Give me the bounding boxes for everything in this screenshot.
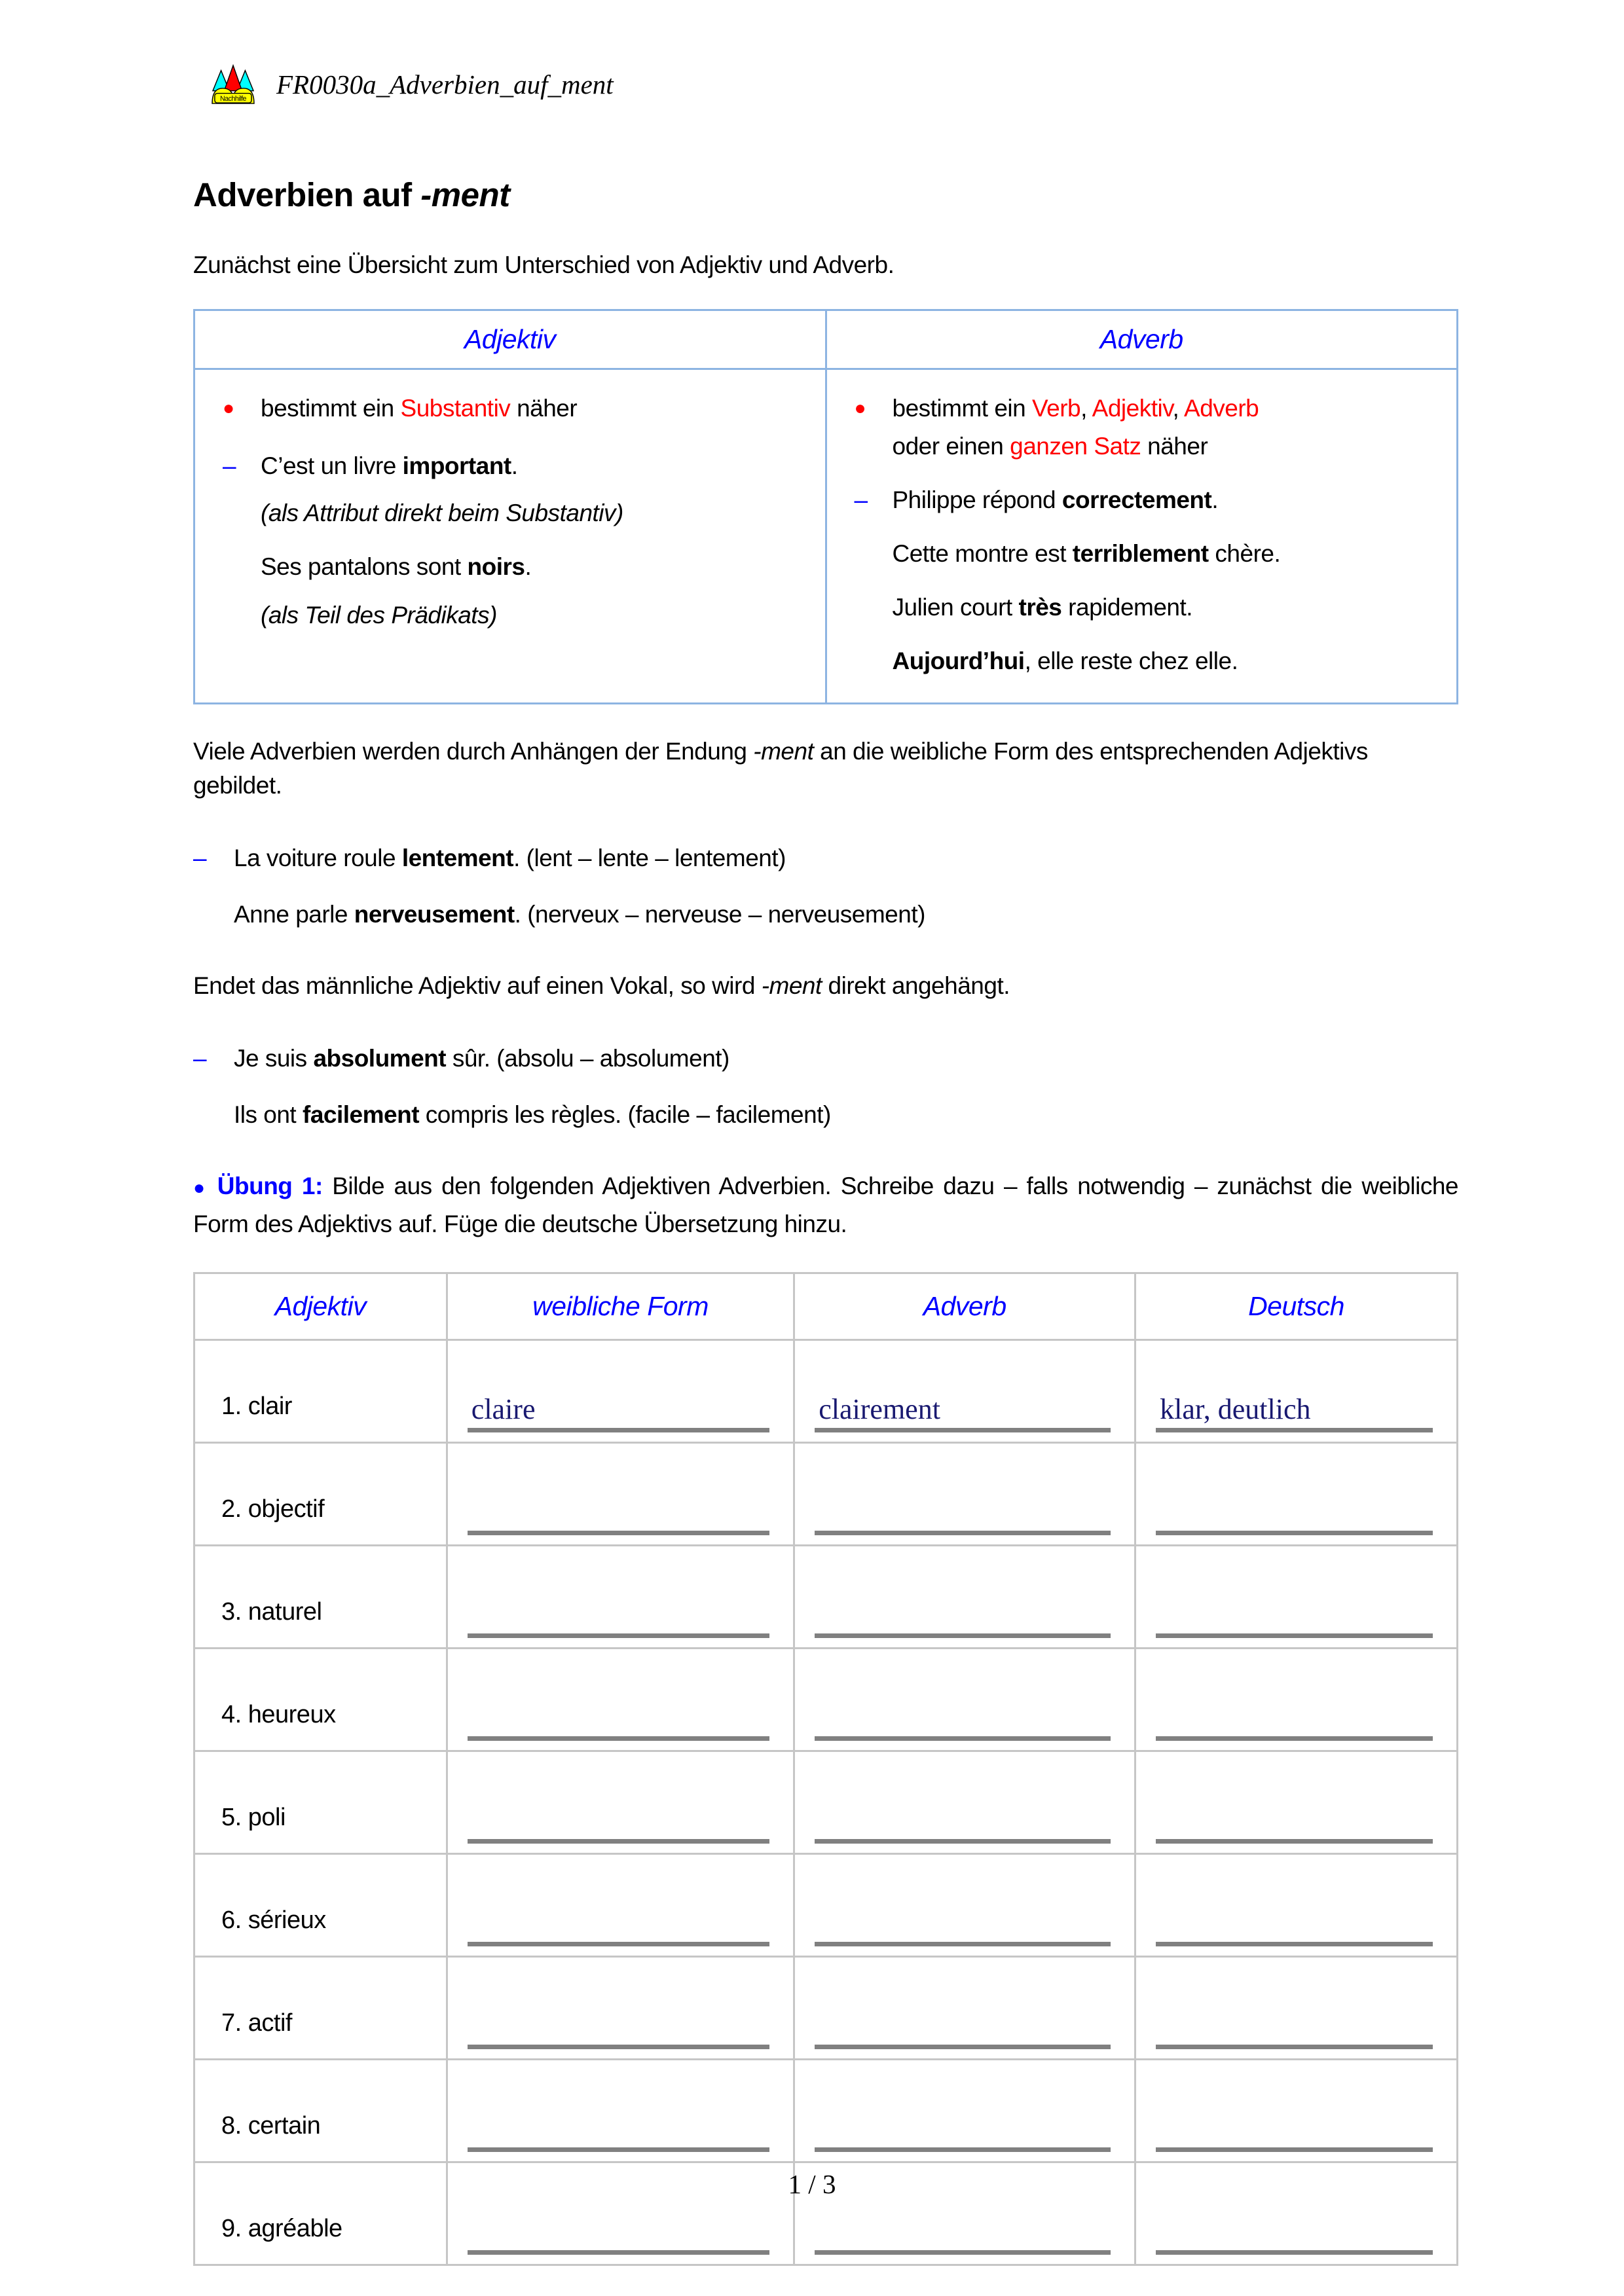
text-segment: Cette montre est [892,540,1073,567]
handwritten-answer [471,2215,775,2249]
adjective-label: 3. naturel [194,1546,447,1649]
answer-cell-deutsch [1135,1443,1458,1546]
answer-cell-deutsch [1135,1340,1458,1443]
page-title [193,175,1458,215]
table-body-row [194,369,1458,704]
adjektiv-example-1-text [261,447,518,485]
answer-cell-weibliche-form [447,1340,794,1443]
example-line [234,898,1458,931]
adjektiv-note-1: (als Attribut direkt beim Substantiv) [261,500,623,526]
handwritten-answer [1160,1804,1438,1838]
answer-line [815,1633,1111,1638]
adjective-label: 4. heureux [194,1649,447,1751]
handwritten-answer [819,2009,1116,2043]
text-segment-bold: Aujourd’hui [892,647,1025,674]
answer-line [815,1736,1111,1741]
adverb-definition [855,390,1437,465]
example-line [234,1099,1458,1131]
text-segment-red: Adjektiv [1092,395,1173,422]
answer-line [468,1839,769,1844]
text-segment-bold: nerveusement [354,901,515,928]
handwritten-answer [471,2009,775,2043]
answer-line [1156,1428,1433,1432]
text-segment-bold: important [402,452,511,479]
adjective-label: 7. actif [194,1957,447,2060]
table-row [194,1546,1458,1649]
example-line [193,842,1458,875]
logo-text: Nachhilfe [219,95,247,103]
handwritten-answer [819,1804,1116,1838]
answer-line [1156,2250,1433,2255]
rule-2-examples [193,1042,1458,1131]
answer-cell-adverb [794,1957,1135,2060]
adjective-label: 8. certain [194,2060,447,2162]
answer-cell-weibliche-form [447,1751,794,1854]
answer-cell-adverb [794,1649,1135,1751]
adjektiv-adverb-table [193,309,1458,704]
answer-line [1156,2045,1433,2049]
text-segment-bold: correctement [1061,486,1212,513]
blue-dash-icon: – [854,486,868,513]
adjective-label: 1. clair [194,1340,447,1443]
answer-line [468,1736,769,1741]
answer-cell-adverb [794,1443,1135,1546]
adverb-example-1-text [893,481,1219,519]
text-segment: . (nerveux – nerveuse – nerveusement) [514,901,925,928]
table-row [194,1340,1458,1443]
answer-line [1156,1633,1433,1638]
column-header-adverb: Adverb [826,310,1458,369]
handwritten-answer: clairement [819,1393,940,1425]
answer-cell-weibliche-form [447,1854,794,1957]
adverb-definition-text [893,390,1259,465]
adjective-label: 2. objectif [194,1443,447,1546]
text-segment-italic: -ment [753,738,814,765]
answer-cell-weibliche-form [447,1443,794,1546]
handwritten-answer [1160,1598,1438,1632]
text-segment: Viele Adverbien werden durch Anhängen der Endung [193,738,754,765]
text-segment: direkt angehängt. [821,972,1010,999]
table-row [194,1649,1458,1751]
rule-2-text [193,969,1458,1003]
exercise-1-label: Übung 1: [217,1173,323,1199]
column-header-adverb: Adverb [794,1273,1135,1340]
answer-line [468,1942,769,1946]
adjektiv-example-1 [223,447,805,485]
column-header-adjektiv: Adjektiv [194,1273,447,1340]
text-segment: La voiture roule [234,845,402,871]
answer-line [815,1839,1111,1844]
table-row [194,1443,1458,1546]
text-segment: C’est un livre [261,452,403,479]
answer-line [1156,2147,1433,2152]
text-segment: Endet das männliche Adjektiv auf einen Vokal, so wird [193,972,762,999]
answer-line [1156,1531,1433,1535]
table-row [194,1854,1458,1957]
answer-cell-deutsch [1135,1751,1458,1854]
answer-line [1156,1942,1433,1946]
text-segment: sûr. (absolu – absolument) [446,1045,729,1072]
text-segment-red: Substantiv [400,395,511,422]
adjektiv-definition [223,390,805,428]
adverb-example-1 [855,481,1437,519]
exercise-table [193,1272,1458,2266]
text-segment: bestimmt ein [261,395,401,422]
text-segment: . [1211,486,1219,513]
text-segment-red: Adverb [1184,395,1259,422]
text-segment-bold: lentement [401,845,514,871]
answer-cell-adverb [794,1751,1135,1854]
answer-line [815,1531,1111,1535]
adjektiv-note-2: (als Teil des Prädikats) [261,602,497,629]
answer-line [468,1633,769,1638]
handwritten-answer [471,2112,775,2146]
handwritten-answer: klar, deutlich [1160,1393,1311,1425]
answer-line [468,2250,769,2255]
answer-line [1156,1736,1433,1741]
answer-cell-weibliche-form [447,1957,794,2060]
text-segment: an die weibliche Form des entsprechenden Adjektivs gebildet. [193,738,1368,799]
answer-line [815,2147,1111,2152]
page-title-suffix: -ment [420,176,510,213]
answer-cell-deutsch [1135,1649,1458,1751]
text-segment-bold: terriblement [1072,540,1209,567]
answer-cell-deutsch [1135,1854,1458,1957]
text-segment: näher [1141,433,1208,460]
table-row [194,2060,1458,2162]
handwritten-answer [819,2112,1116,2146]
handwritten-answer [1160,2215,1438,2249]
answer-cell-weibliche-form [447,1649,794,1751]
text-segment-bold: facilement [303,1101,420,1128]
text-segment: Anne parle [234,901,354,928]
handwritten-answer: claire [471,1393,536,1425]
exercise-1-text: Bilde aus den folgenden Adjektiven Adverbien. Schreibe dazu – falls notwendig – zunächst die weibliche Form des Adjektivs auf. Füge die deutsche Übersetzung hinzu. [193,1173,1459,1237]
text-segment-bold: noirs [467,553,525,580]
blue-bullet-icon: ● [193,1177,208,1199]
text-segment: rapidement. [1061,594,1193,621]
content [193,175,1458,2266]
column-header-deutsch: Deutsch [1135,1273,1458,1340]
answer-line [1156,1839,1433,1844]
handwritten-answer [1160,1495,1438,1529]
text-segment: Ils ont [234,1101,303,1128]
handwritten-answer [1160,1906,1438,1941]
table-row [194,1751,1458,1854]
red-bullet-icon: ● [854,397,866,419]
doc-header [211,64,614,105]
handwritten-answer [819,1906,1116,1941]
text-segment: Julien court [892,594,1019,621]
footer-page-number: 1 / 3 [788,2169,836,2199]
text-segment: , [1172,395,1185,422]
handwritten-answer [819,1701,1116,1735]
handwritten-answer [819,2215,1116,2249]
handwritten-answer [471,1804,775,1838]
text-segment: . [525,553,532,580]
page-title-main: Adverbien auf [193,176,421,213]
exercise-header-row [194,1273,1458,1340]
text-segment: , [1080,395,1092,422]
text-segment-italic: -ment [761,972,822,999]
handwritten-answer [1160,2009,1438,2043]
text-segment: oder einen [892,433,1010,460]
example-text [234,842,786,875]
text-segment: . [511,452,518,479]
text-segment: compris les règles. (facile – facilement) [419,1101,831,1128]
text-segment-bold: très [1018,594,1062,621]
answer-cell-deutsch [1135,2060,1458,2162]
text-segment-red: ganzen Satz [1010,433,1141,460]
handwritten-answer [1160,1701,1438,1735]
answer-cell-deutsch [1135,1546,1458,1649]
answer-cell-adverb [794,1340,1135,1443]
adverb-example-3 [893,589,1437,627]
handwritten-answer [819,1598,1116,1632]
text-segment-bold: absolument [313,1045,447,1072]
rule-1-examples [193,842,1458,931]
answer-cell-deutsch [1135,1957,1458,2060]
handwritten-answer [471,1598,775,1632]
text-segment: bestimmt ein [892,395,1033,422]
adjective-label: 6. sérieux [194,1854,447,1957]
adjective-label: 9. agréable [194,2162,447,2265]
answer-line [468,2045,769,2049]
answer-line [468,1428,769,1432]
adverb-example-2 [893,535,1437,573]
answer-cell-adverb [794,2060,1135,2162]
answer-line [815,1428,1111,1432]
nachhilfe-logo-icon [211,64,255,105]
adverb-cell [826,369,1458,704]
blue-dash-icon: – [193,1045,207,1072]
table-row [194,1957,1458,2060]
column-header-weibliche-form: weibliche Form [447,1273,794,1340]
exercise-1-instructions [193,1168,1458,1242]
answer-line [468,2147,769,2152]
adjektiv-cell [194,369,826,704]
adjektiv-definition-text [261,390,577,428]
text-segment: Je suis [234,1045,314,1072]
file-title: FR0030a_Adverbien_auf_ment [276,69,614,100]
red-bullet-icon: ● [223,397,234,419]
answer-line [815,1942,1111,1946]
adverb-example-4 [893,642,1437,680]
answer-line [468,1531,769,1535]
column-header-adjektiv: Adjektiv [194,310,826,369]
text-segment: . (lent – lente – lentement) [513,845,786,871]
text-segment: näher [510,395,578,422]
handwritten-answer [819,1495,1116,1529]
answer-cell-weibliche-form [447,1546,794,1649]
blue-dash-icon: – [193,845,207,871]
answer-cell-adverb [794,1546,1135,1649]
blue-dash-icon: – [223,452,236,479]
example-text [234,1042,729,1075]
rule-1-text [193,735,1458,803]
text-segment: Ses pantalons sont [261,553,468,580]
example-line [193,1042,1458,1075]
handwritten-answer [1160,2112,1438,2146]
answer-cell-weibliche-form [447,2060,794,2162]
answer-line [815,2045,1111,2049]
answer-cell-adverb [794,1854,1135,1957]
handwritten-answer [471,1906,775,1941]
text-segment: Philippe répond [892,486,1062,513]
handwritten-answer [471,1701,775,1735]
intro-text: Zunächst eine Übersicht zum Unterschied von Adjektiv und Adverb. [193,251,895,278]
text-segment: chère. [1208,540,1281,567]
handwritten-answer [471,1495,775,1529]
answer-line [815,2250,1111,2255]
adjektiv-example-2 [261,548,805,586]
text-segment: , elle reste chez elle. [1024,647,1238,674]
table-header-row [194,310,1458,369]
adjective-label: 5. poli [194,1751,447,1854]
text-segment-red: Verb [1032,395,1081,422]
